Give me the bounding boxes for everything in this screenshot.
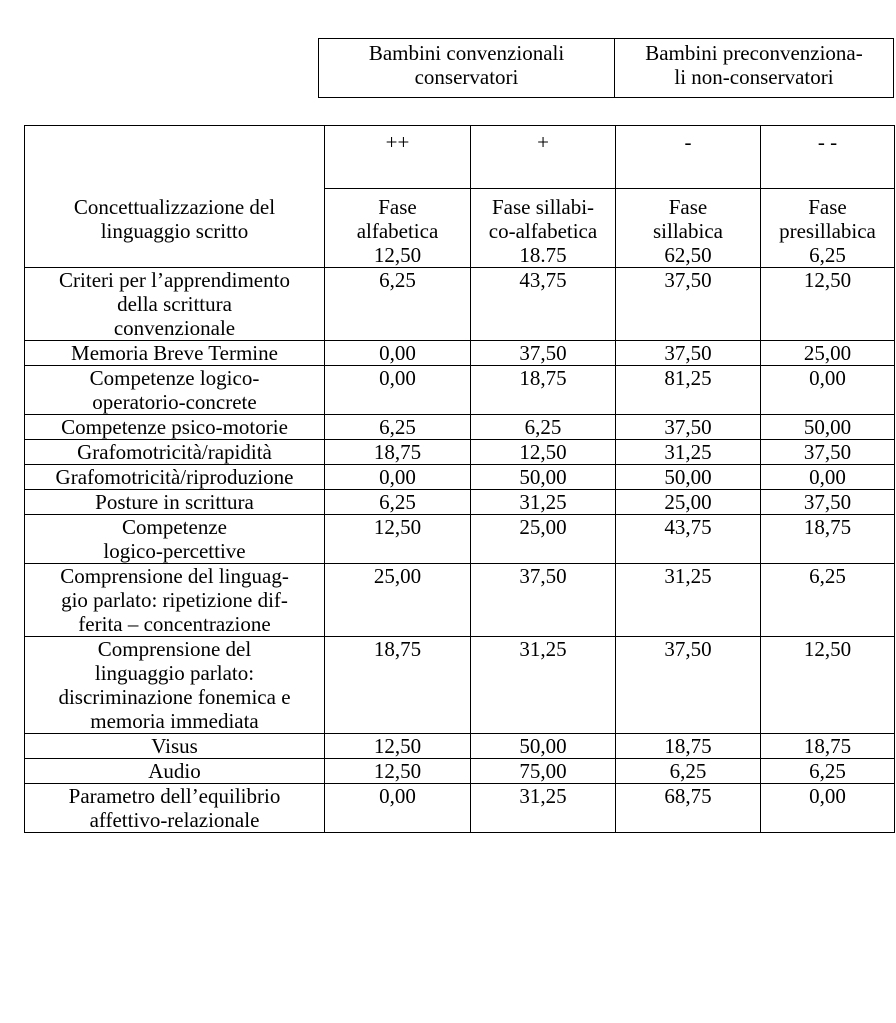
- value-cell: 6,25: [325, 415, 471, 440]
- value-cell: 6,25: [616, 759, 761, 784]
- value-cell: 37,50: [761, 490, 895, 515]
- table-row: [25, 515, 895, 564]
- value-cell: 6,25: [761, 564, 895, 637]
- value-cell: 25,00: [471, 515, 616, 564]
- concept-cell: Fase sillabi- co-alfabetica 18.75: [471, 189, 616, 268]
- group-header-conventional-line1: Bambini convenzionali: [368, 41, 565, 65]
- row-label: Audio: [25, 759, 325, 784]
- value-cell: 43,75: [616, 515, 761, 564]
- value-cell: 18,75: [761, 734, 895, 759]
- results-table: [24, 125, 895, 833]
- table-row: [25, 465, 895, 490]
- value-cell: 6,25: [325, 490, 471, 515]
- value-cell: 0,00: [325, 341, 471, 366]
- row-label: Criteri per l’apprendimento della scrittura convenzionale: [25, 268, 325, 341]
- concept-cell: Fase sillabica 62,50: [616, 189, 761, 268]
- concept-row: [25, 189, 895, 268]
- row-label: Parametro dell’equilibrio affettivo-relazionale: [25, 784, 325, 833]
- value-cell: 12,50: [325, 734, 471, 759]
- value-cell: 6,25: [471, 415, 616, 440]
- value-cell: 31,25: [471, 784, 616, 833]
- value-cell: 50,00: [471, 734, 616, 759]
- value-cell: 43,75: [471, 268, 616, 341]
- row-label: Competenze psico-motorie: [25, 415, 325, 440]
- table-row: [25, 268, 895, 341]
- value-cell: 0,00: [325, 465, 471, 490]
- value-cell: 31,25: [616, 440, 761, 465]
- value-cell: 0,00: [761, 366, 895, 415]
- value-cell: 18,75: [471, 366, 616, 415]
- group-header-preconventional: [615, 39, 894, 98]
- row-label: Comprensione del linguaggio parlato: discriminazione fonemica e memoria immediata: [25, 637, 325, 734]
- value-cell: 18,75: [761, 515, 895, 564]
- symbol-cell: +: [471, 126, 616, 189]
- value-cell: 0,00: [325, 366, 471, 415]
- value-cell: 0,00: [761, 465, 895, 490]
- value-cell: 18,75: [325, 637, 471, 734]
- row-label: Visus: [25, 734, 325, 759]
- table-row: [25, 759, 895, 784]
- row-label: Comprensione del linguag- gio parlato: ripetizione dif- ferita – concentrazione: [25, 564, 325, 637]
- symbol-cell: - -: [761, 126, 895, 189]
- group-header-table: [318, 38, 894, 98]
- value-cell: 6,25: [325, 268, 471, 341]
- symbol-row: [25, 126, 895, 189]
- concept-cell: Fase alfabetica 12,50: [325, 189, 471, 268]
- value-cell: 25,00: [325, 564, 471, 637]
- value-cell: 12,50: [761, 637, 895, 734]
- table-row: [25, 490, 895, 515]
- row-label: Grafomotricità/riproduzione: [25, 465, 325, 490]
- value-cell: 68,75: [616, 784, 761, 833]
- row-label: Memoria Breve Termine: [25, 341, 325, 366]
- value-cell: 37,50: [616, 268, 761, 341]
- row-label: Grafomotricità/rapidità: [25, 440, 325, 465]
- value-cell: 0,00: [325, 784, 471, 833]
- value-cell: 37,50: [471, 564, 616, 637]
- value-cell: 12,50: [471, 440, 616, 465]
- table-row: [25, 564, 895, 637]
- value-cell: 37,50: [616, 637, 761, 734]
- value-cell: 75,00: [471, 759, 616, 784]
- concept-row-label: Concettualizzazione del linguaggio scritto: [25, 189, 325, 268]
- table-row: [25, 341, 895, 366]
- value-cell: 18,75: [325, 440, 471, 465]
- value-cell: 0,00: [761, 784, 895, 833]
- concept-cell: Fase presillabica 6,25: [761, 189, 895, 268]
- value-cell: 6,25: [761, 759, 895, 784]
- value-cell: 12,50: [325, 759, 471, 784]
- symbol-cell: -: [616, 126, 761, 189]
- table-row: [25, 734, 895, 759]
- results-table-body: [25, 126, 895, 833]
- table-row: [25, 637, 895, 734]
- value-cell: 50,00: [616, 465, 761, 490]
- value-cell: 37,50: [616, 415, 761, 440]
- value-cell: 37,50: [471, 341, 616, 366]
- row-label: Competenze logico- operatorio-concrete: [25, 366, 325, 415]
- value-cell: 50,00: [761, 415, 895, 440]
- value-cell: 25,00: [761, 341, 895, 366]
- group-header-preconventional-line1: Bambini preconvenziona-: [645, 41, 863, 65]
- value-cell: 31,25: [616, 564, 761, 637]
- value-cell: 37,50: [616, 341, 761, 366]
- value-cell: 31,25: [471, 637, 616, 734]
- row-label: Competenze logico-percettive: [25, 515, 325, 564]
- value-cell: 12,50: [761, 268, 895, 341]
- table-row: [25, 366, 895, 415]
- value-cell: 25,00: [616, 490, 761, 515]
- group-header-conventional: [319, 39, 615, 98]
- value-cell: 81,25: [616, 366, 761, 415]
- symbol-row-label: [25, 126, 325, 189]
- symbol-cell: ++: [325, 126, 471, 189]
- value-cell: 31,25: [471, 490, 616, 515]
- value-cell: 12,50: [325, 515, 471, 564]
- value-cell: 37,50: [761, 440, 895, 465]
- group-header-preconventional-line2: li non-conservatori: [674, 65, 834, 89]
- value-cell: 18,75: [616, 734, 761, 759]
- table-row: [25, 415, 895, 440]
- table-row: [25, 440, 895, 465]
- value-cell: 50,00: [471, 465, 616, 490]
- row-label: Posture in scrittura: [25, 490, 325, 515]
- table-row: [25, 784, 895, 833]
- group-header-conventional-line2: conservatori: [414, 65, 519, 89]
